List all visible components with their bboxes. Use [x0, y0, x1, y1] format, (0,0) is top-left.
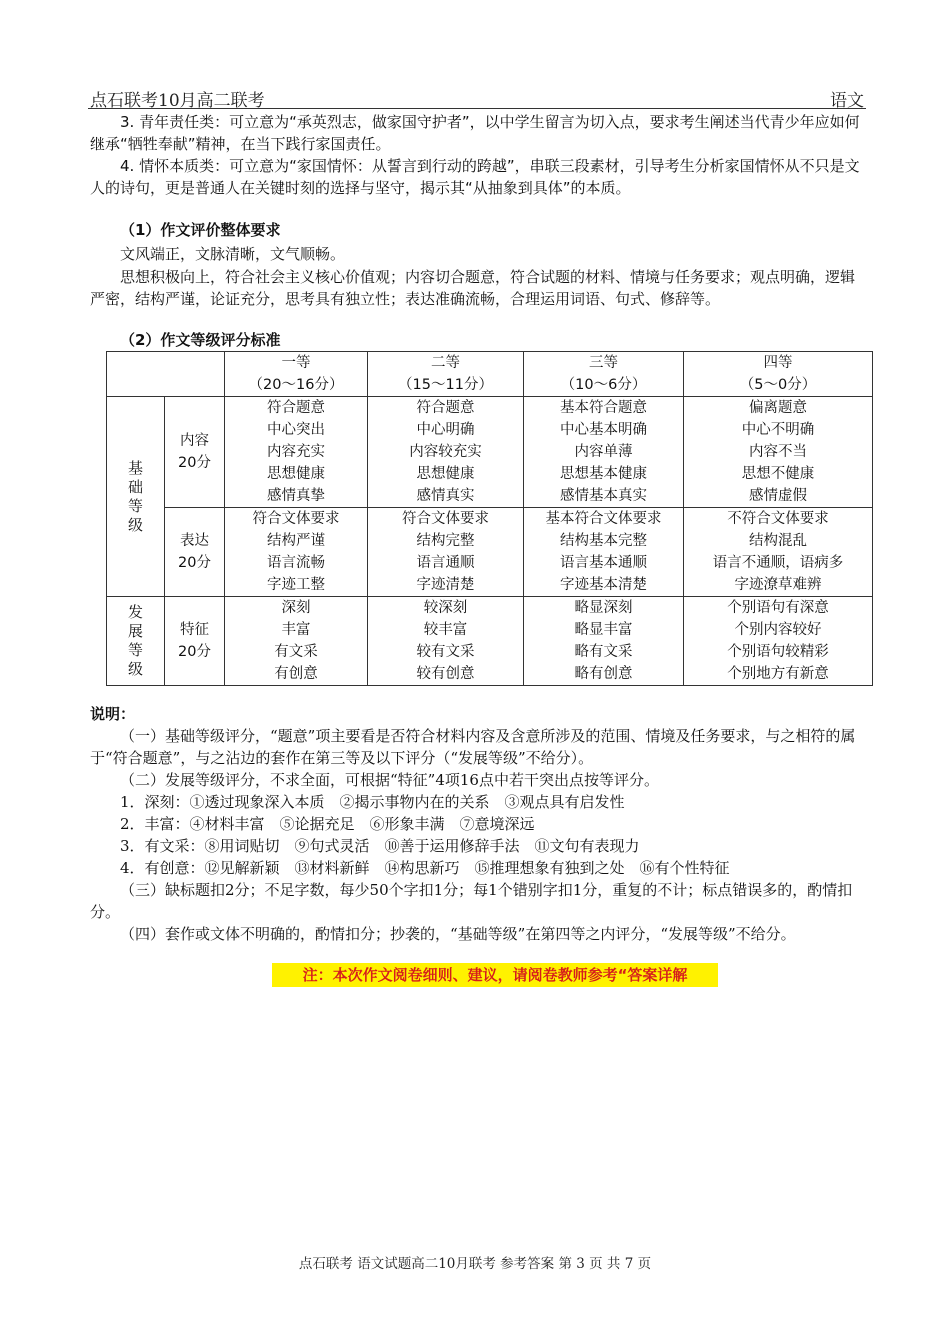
feature-grade-3: 略显深刻 略显丰富 略有文采 略有创意 [524, 597, 684, 686]
row-label-expression: 表达 20分 [165, 508, 225, 597]
feature-grade-4: 个别语句有深意 个别内容较好 个别语句较精彩 个别地方有新意 [684, 597, 873, 686]
header-title: 点石联考10月高二联考 [90, 91, 265, 111]
intro-item-4: 4. 情怀本质类：可立意为“家国情怀：从誓言到行动的跨越”，串联三段素材，引导考生分析家国情怀从不只是文人的诗句，更是普通人在关键时刻的选择与坚守，揭示其“从抽象到具体”的本质。 [90, 157, 860, 197]
grade-header-2: 二等 （15～11分） [368, 352, 524, 397]
explain-p3: （三）缺标题扣2分；不足字数，每少50个字扣1分；每1个错别字扣1分，重复的不计；标点错误多的，酌情扣分。 [90, 881, 853, 921]
header-rule [88, 108, 866, 109]
table-row-content [107, 397, 873, 508]
explain-p2: （二）发展等级评分，不求全面，可根据“特征”4项16点中若干突出点按等评分。 [120, 771, 659, 789]
expression-grade-4: 不符合文体要求 结构混乱 语言不通顺，语病多 字迹潦草难辨 [684, 508, 873, 597]
explain-item-4: 4．有创意：⑫见解新颖 ⑬材料新鲜 ⑭构思新巧 ⑮推理想象有独到之处 ⑯有个性特征 [120, 859, 730, 877]
expression-grade-2: 符合文体要求 结构完整 语言通顺 字迹清楚 [368, 508, 524, 597]
table-corner-cell [107, 352, 225, 397]
explain-p1: （一）基础等级评分，“题意”项主要看是否符合材料内容及含意所涉及的范围、情境及任务要求，与之相符的属于“符合题意”，与之沾边的套作在第三等及以下评分（“发展等级”不给分）。 [90, 727, 856, 767]
grading-table [106, 351, 873, 686]
row-label-feature: 特征 20分 [165, 597, 225, 686]
header-subject: 语文 [830, 91, 864, 111]
explain-item-3: 3．有文采：⑧用词贴切 ⑨句式灵活 ⑩善于运用修辞手法 ⑪文句有表现力 [120, 837, 640, 855]
intro-item-3: 3. 青年责任类：可立意为“承英烈志，做家国守护者”，以中学生留言为切入点，要求考生阐述当代青少年应如何继承“牺牲奉献”精神，在当下践行家国责任。 [90, 113, 860, 153]
group-basic-level: 基础等级 [107, 397, 165, 597]
content-grade-4: 偏离题意 中心不明确 内容不当 思想不健康 感情虚假 [684, 397, 873, 508]
grade-header-4: 四等 （5～0分） [684, 352, 873, 397]
explain-p4: （四）套作或文体不明确的，酌情扣分；抄袭的，“基础等级”在第四等之内评分，“发展等级”不给分。 [120, 925, 796, 943]
grade-header-3: 三等 （10～6分） [524, 352, 684, 397]
highlighted-note: 注：本次作文阅卷细则、建议，请阅卷教师参考“答案详解 [272, 963, 718, 987]
page-footer: 点石联考 语文试题高二10月联考 参考答案 第 3 页 共 7 页 [298, 1256, 652, 1272]
expression-grade-1: 符合文体要求 结构严谨 语言流畅 字迹工整 [225, 508, 368, 597]
section-2-title: （2）作文等级评分标准 [120, 331, 281, 349]
content-grade-2: 符合题意 中心明确 内容较充实 思想健康 感情真实 [368, 397, 524, 508]
content-grade-1: 符合题意 中心突出 内容充实 思想健康 感情真挚 [225, 397, 368, 508]
feature-grade-1: 深刻 丰富 有文采 有创意 [225, 597, 368, 686]
section-1-line-2: 思想积极向上，符合社会主义核心价值观；内容切合题意，符合试题的材料、情境与任务要求；观点明确，逻辑严密，结构严谨，论证充分，思考具有独立性；表达准确流畅，合理运用词语、句式、修辞等。 [90, 268, 856, 308]
table-row-feature [107, 597, 873, 686]
explain-item-2: 2．丰富：④材料丰富 ⑤论据充足 ⑥形象丰满 ⑦意境深远 [120, 815, 535, 833]
expression-grade-3: 基本符合文体要求 结构基本完整 语言基本通顺 字迹基本清楚 [524, 508, 684, 597]
table-header-row [107, 352, 873, 397]
group-development-level: 发展等级 [107, 597, 165, 686]
explain-item-1: 1．深刻：①透过现象深入本质 ②揭示事物内在的关系 ③观点具有启发性 [120, 793, 625, 811]
explain-title: 说明： [90, 705, 136, 723]
content-grade-3: 基本符合题意 中心基本明确 内容单薄 思想基本健康 感情基本真实 [524, 397, 684, 508]
section-1-title: （1）作文评价整体要求 [120, 221, 281, 239]
section-1-line-1: 文风端正，文脉清晰，文气顺畅。 [120, 245, 346, 263]
table-row-expression [107, 508, 873, 597]
grade-header-1: 一等 （20～16分） [225, 352, 368, 397]
row-label-content: 内容 20分 [165, 397, 225, 508]
feature-grade-2: 较深刻 较丰富 较有文采 较有创意 [368, 597, 524, 686]
